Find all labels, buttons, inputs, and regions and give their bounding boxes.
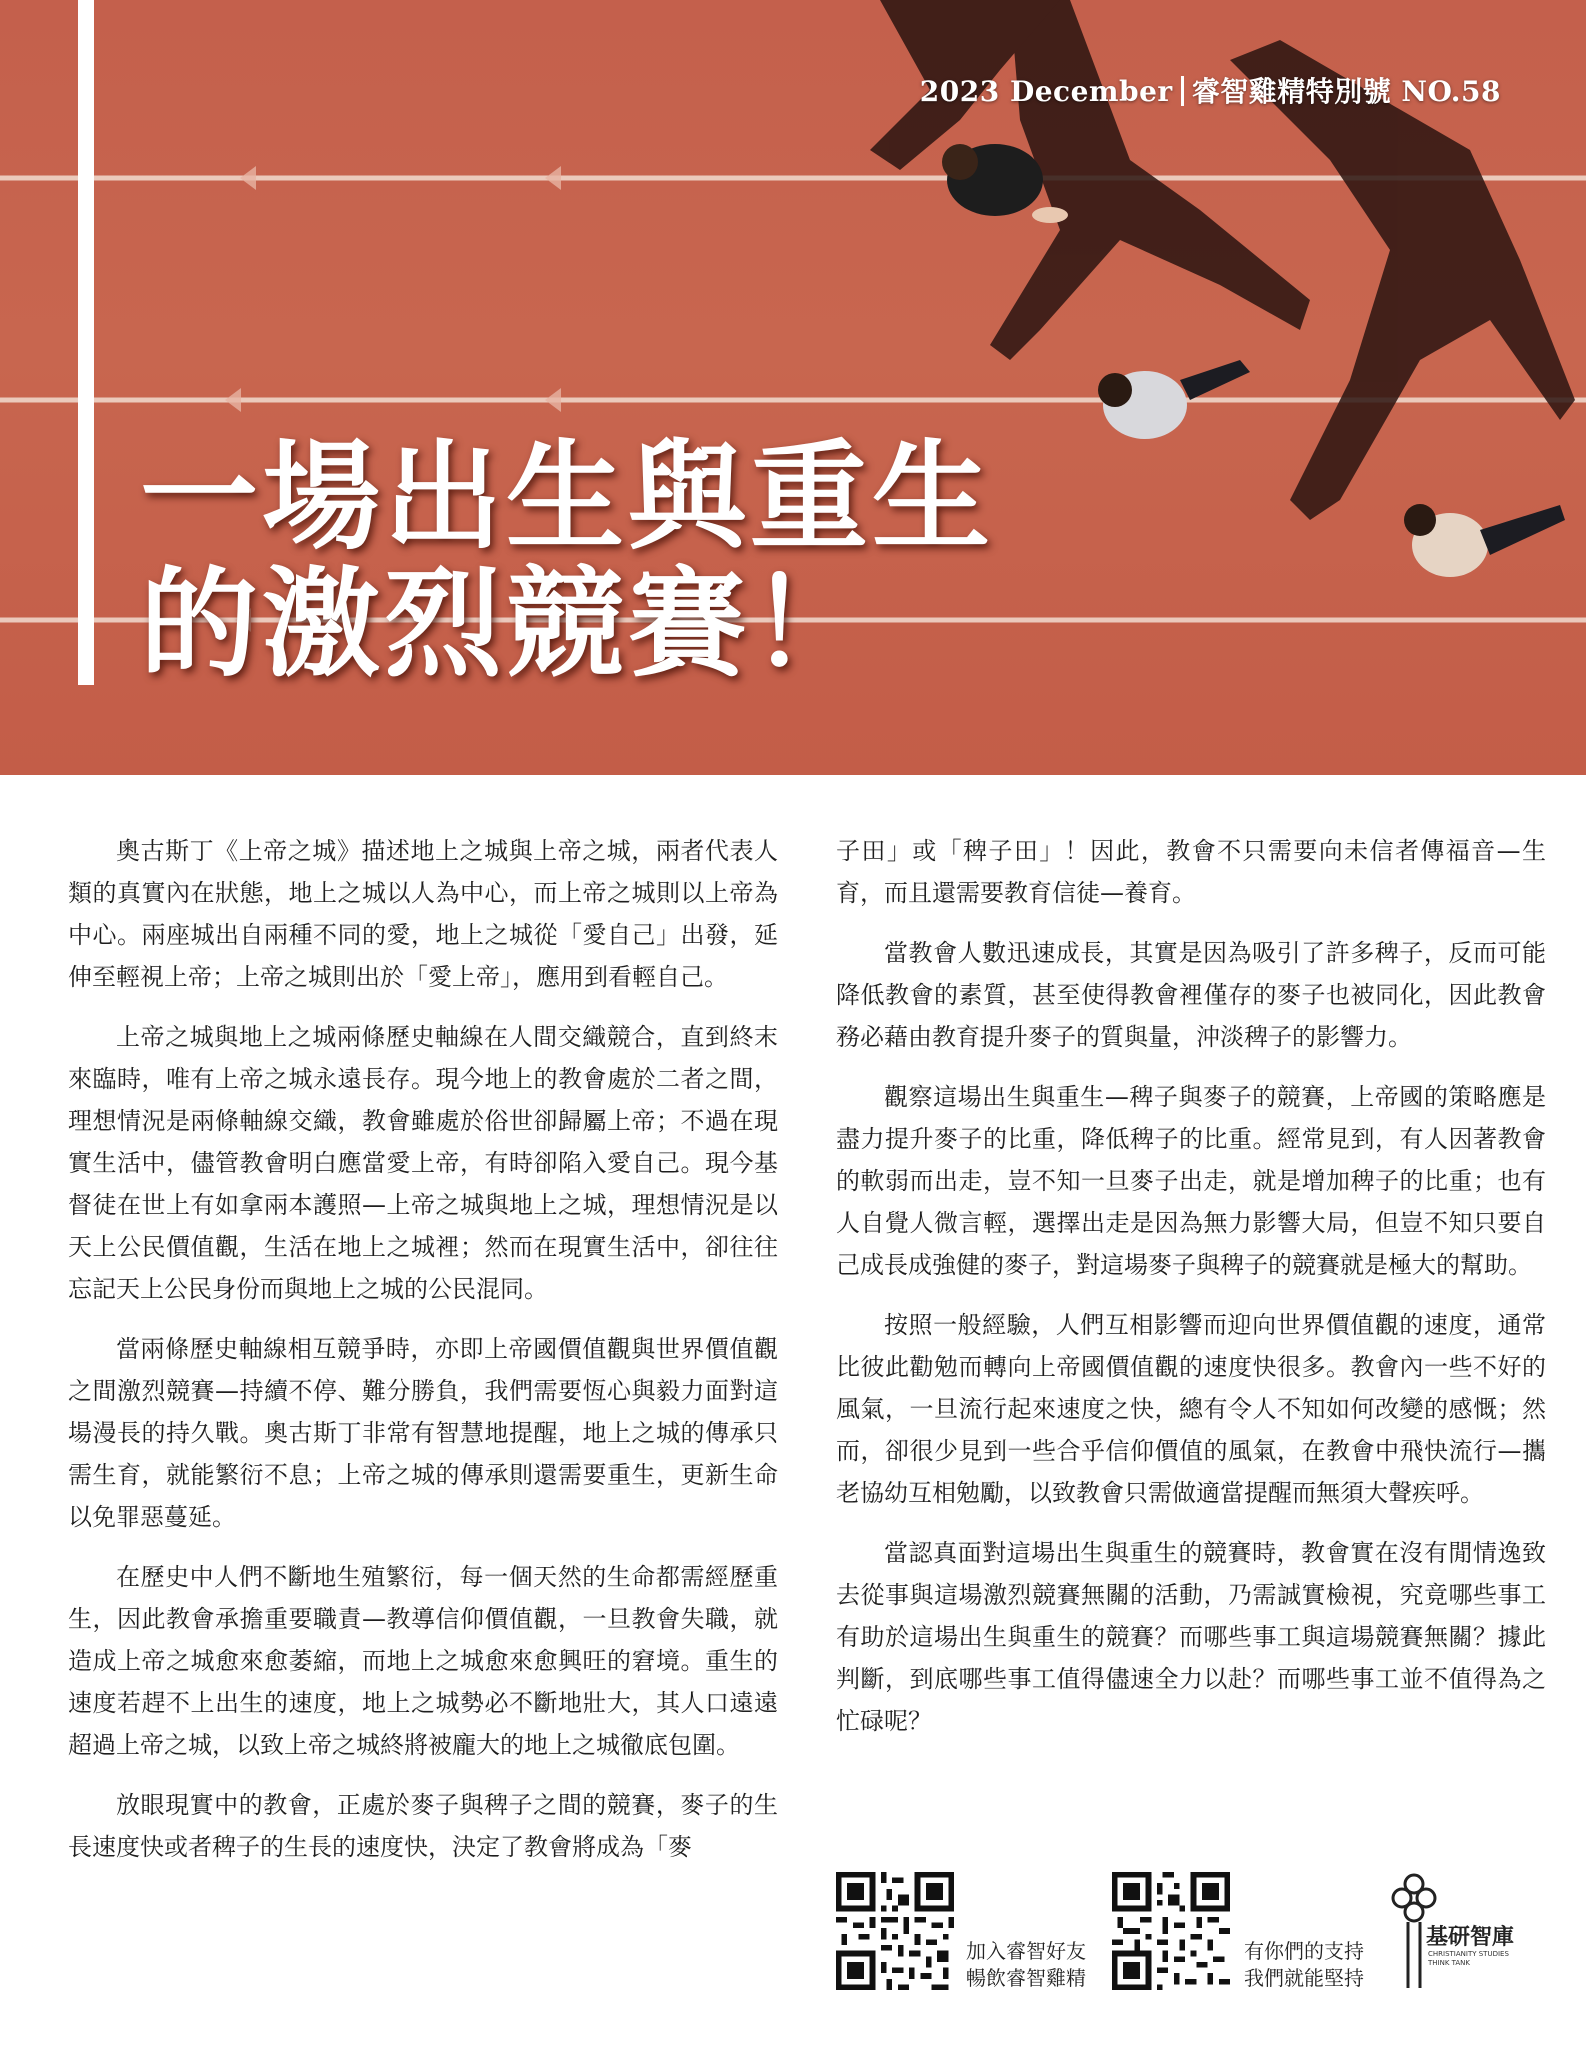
logo-sub-line1: CHRISTIANITY STUDIES — [1428, 1950, 1509, 1958]
page-title-line2: 的激烈競賽！ — [140, 555, 873, 693]
issue-name: 睿智雞精特別號 NO.58 — [1191, 75, 1501, 108]
paragraph: 觀察這場出生與重生—稗子與麥子的競賽，上帝國的策略應是盡力提升麥子的比重，降低稗子的比重。經常見到，有人因著教會的軟弱而出走，豈不知一旦麥子出走，就是增加稗子的比重；也有人自覺人微言輕，選擇出走是因為無力影響大局，但豈不知只要自己成長成強健的麥子，對這場麥子與稗子的競賽就是極大的幫助。 — [836, 1083, 1546, 1279]
footer — [836, 1872, 1546, 2002]
logo-sub-line2: THINK TANK — [1428, 1959, 1471, 1967]
hero-banner — [0, 0, 1586, 775]
paragraph: 當兩條歷史軸線相互競爭時，亦即上帝國價值觀與世界價值觀之間激烈競賽—持續不停、難分勝負，我們需要恆心與毅力面對這場漫長的持久戰。奧古斯丁非常有智慧地提醒，地上之城的傳承只需生育，就能繁衍不息；上帝之城的傳承則還需要重生，更新生命以免罪惡蔓延。 — [68, 1335, 778, 1531]
paragraph: 上帝之城與地上之城兩條歷史軸線在人間交織競合，直到終末來臨時，唯有上帝之城永遠長存。現今地上的教會處於二者之間，理想情況是兩條軸線交織，教會雖處於俗世卻歸屬上帝；不過在現實生活中，儘管教會明白應當愛上帝，有時卻陷入愛自己。現今基督徒在世上有如拿兩本護照—上帝之城與地上之城，理想情況是以天上公民價值觀，生活在地上之城裡；然而在現實生活中，卻往往忘記天上公民身份而與地上之城的公民混同。 — [68, 1023, 778, 1303]
page-title-line1: 一場出生與重生 — [140, 428, 995, 566]
issue-separator — [1181, 76, 1184, 106]
logo-subtitle — [1428, 1950, 1509, 1968]
article-column-right — [836, 830, 1546, 1760]
qr-caption-line-friend — [966, 1938, 1086, 1992]
logo-name: 基研智庫 — [1426, 1925, 1515, 1950]
paragraph-continued: 子田」或「稗子田」！因此，教會不只需要向未信者傳福音—生育，而且還需要教育信徒—養育。 — [836, 837, 1546, 907]
paragraph: 奧古斯丁《上帝之城》描述地上之城與上帝之城，兩者代表人類的真實內在狀態，地上之城以人為中心，而上帝之城則以上帝為中心。兩座城出自兩種不同的愛，地上之城從「愛自己」出發，延伸至輕視上帝；上帝之城則出於「愛上帝」，應用到看輕自己。 — [68, 837, 778, 991]
paragraph: 按照一般經驗，人們互相影響而迎向世界價值觀的速度，通常比彼此勸勉而轉向上帝國價值觀的速度快很多。教會內一些不好的風氣，一旦流行起來速度之快，總有令人不知如何改變的感慨；然而，卻很少見到一些合乎信仰價值的風氣，在教會中飛快流行—攜老協幼互相勉勵，以致教會只需做適當提醒而無須大聲疾呼。 — [836, 1311, 1546, 1507]
qr-code-line-friend[interactable] — [836, 1872, 954, 1990]
paragraph: 在歷史中人們不斷地生殖繁衍，每一個天然的生命都需經歷重生，因此教會承擔重要職責—教導信仰價值觀，一旦教會失職，就造成上帝之城愈來愈萎縮，而地上之城愈來愈興旺的窘境。重生的速度若趕不上出生的速度，地上之城勢必不斷地壯大，其人口遠遠超過上帝之城，以致上帝之城終將被龐大的地上之城徹底包圍。 — [68, 1563, 778, 1759]
think-tank-logo — [1384, 1872, 1515, 1994]
runner-3 — [1404, 504, 1565, 577]
qr-caption-support — [1244, 1938, 1364, 1992]
issue-label — [920, 70, 1501, 110]
issue-date: 2023 December — [919, 75, 1173, 108]
paragraph: 當認真面對這場出生與重生的競賽時，教會實在沒有閒情逸致去從事與這場激烈競賽無關的活動，乃需誠實檢視，究竟哪些事工有助於這場出生與重生的競賽？而哪些事工與這場競賽無關？據此判斷，到底哪些事工值得儘速全力以赴？而哪些事工並不值得為之忙碌呢？ — [836, 1539, 1546, 1735]
article-column-left — [68, 830, 778, 1886]
qr-caption-line1: 加入睿智好友 — [966, 1939, 1086, 1963]
qr-caption-line1: 有你們的支持 — [1244, 1939, 1364, 1963]
paragraph: 放眼現實中的教會，正處於麥子與稗子之間的競賽，麥子的生長速度快或者稗子的生長的速度快，決定了教會將成為「麥 — [68, 1791, 778, 1861]
qr-caption-line2: 暢飲睿智雞精 — [966, 1966, 1086, 1990]
qr-caption-line2: 我們就能堅持 — [1244, 1966, 1364, 1990]
paragraph: 當教會人數迅速成長，其實是因為吸引了許多稗子，反而可能降低教會的素質，甚至使得教會裡僅存的麥子也被同化，因此教會務必藉由教育提升麥子的質與量，沖淡稗子的影響力。 — [836, 939, 1546, 1051]
title-accent-bar — [78, 0, 94, 685]
qr-code-support[interactable] — [1112, 1872, 1230, 1990]
